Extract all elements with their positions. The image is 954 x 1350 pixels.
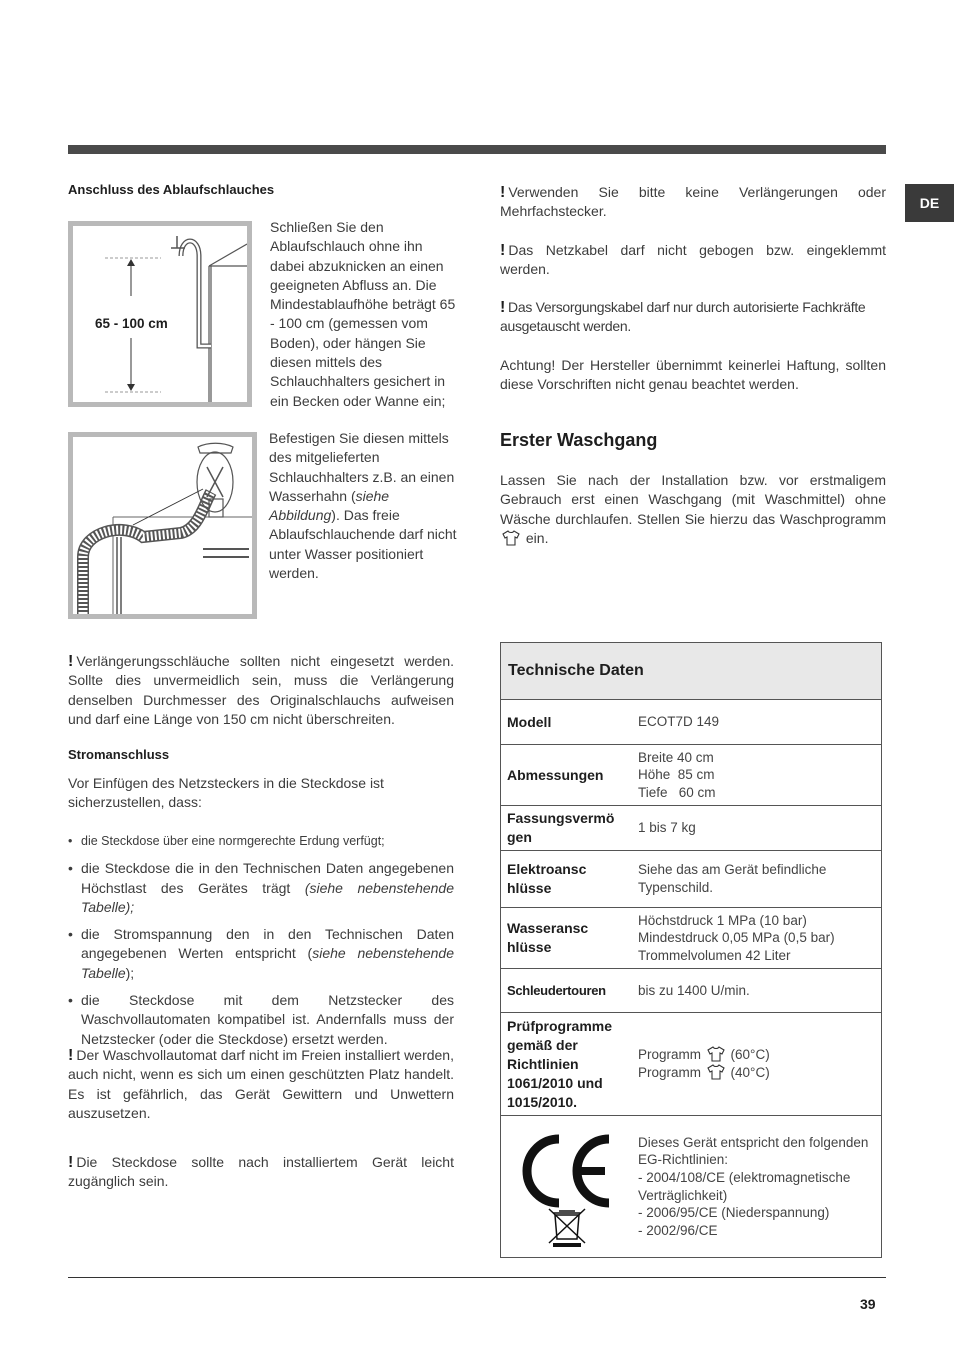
program-temp: (60°C) <box>730 1047 770 1063</box>
row-value <box>632 1013 881 1115</box>
list-item <box>68 832 454 851</box>
first-wash-heading: Erster Waschgang <box>500 430 658 450</box>
row-value <box>632 700 881 744</box>
row-key: Schleudertouren <box>507 983 606 998</box>
warning-extension-text: Verlängerungsschläuche sollten nicht eingesetzt werden. Sollte dies unvermeidlich sein, muss die Verlängerung denselben Durchmesser des Originalschlauchs aufweisen und darf eine Länge von 150 cm nicht überschreiten. <box>68 653 454 727</box>
drain-height-figure <box>68 221 252 407</box>
warning-multiplug-text: Verwenden Sie bitte keine Verlängerungen oder Mehrfachstecker. <box>500 184 886 220</box>
electric-value: Siehe das am Gerät befindliche Typenschild. <box>638 862 827 895</box>
warning-cable-replace-text: Das Versorgungskabel darf nur durch autorisierte Fachkräfte ausgetauscht werden. <box>500 299 866 335</box>
technical-data-table <box>500 642 882 1258</box>
row-value <box>632 1116 881 1257</box>
hose-holder-figure <box>68 432 257 619</box>
first-wash-text-a: Lassen Sie nach der Installation bzw. vor erstmaligem Gebrauch erst einen Waschgang (mit Waschmittel) ohne Wäsche durchlaufen. Stellen Sie hierzu das Waschprogramm <box>500 472 886 527</box>
electric-key: Elektroanschlüsse <box>507 861 587 896</box>
warning-cable-replace <box>500 298 890 337</box>
cotton-shirt-icon <box>502 530 520 546</box>
row-value <box>632 908 881 968</box>
table-row <box>501 1116 881 1257</box>
bullet-text: die Steckdose mit dem Netzstecker des Waschvollautomaten kompatibel ist. Andernfalls muss der Netzstecker (oder die Steckdose) ersetzt werden. <box>81 992 454 1047</box>
warning-icon: ! <box>68 1047 74 1064</box>
dim-height: Höhe 85 cm <box>638 767 715 783</box>
drain-text-2b: ). Das freie Ablaufschlauchende darf nicht unter Wasser positioniert werden. <box>269 507 457 582</box>
language-tab: DE <box>905 184 954 222</box>
table-row <box>501 806 881 851</box>
drain-hose-illustration <box>73 226 247 402</box>
row-value <box>632 806 881 850</box>
ce-text-4: - 2002/96/CE <box>638 1222 718 1238</box>
row-key: Prüfprogramme gemäß der Richtlinien 1061/2010 und 1015/2010. <box>507 1017 613 1110</box>
footer-rule <box>68 1277 886 1278</box>
row-key: Modell <box>507 713 552 730</box>
dim-depth: Tiefe 60 cm <box>638 784 716 800</box>
water-key: Wasseranschlüsse <box>507 920 589 955</box>
spin-value: bis zu 1400 U/min. <box>638 982 750 998</box>
bullet-italic: siehe nebenstehende Tabelle <box>81 945 455 981</box>
model-value: ECOT7D 149 <box>638 714 720 730</box>
cotton-shirt-icon <box>707 1064 725 1080</box>
drain-heading: Anschluss des Ablaufschlauches <box>68 182 275 197</box>
row-value <box>632 969 881 1012</box>
warning-cable-bend-text: Das Netzkabel darf nicht gebogen bzw. eingeklemmt werden. <box>500 242 886 278</box>
warning-cable-bend <box>500 241 886 280</box>
liability-note: Achtung! Der Hersteller übernimmt keinerlei Haftung, sollten diese Vorschriften nicht genau beachtet werden. <box>500 357 886 393</box>
water-max: Höchstdruck 1 MPa (10 bar) <box>638 912 807 928</box>
warning-icon: ! <box>500 184 506 201</box>
bullet-text: die Stromspannung den in den Technischen Daten angegebenen Werten entspricht ( <box>81 926 454 962</box>
warning-icon: ! <box>68 1154 74 1171</box>
program-label: Programm <box>638 1047 702 1063</box>
program-temp: (40°C) <box>730 1065 770 1080</box>
ce-text-3: - 2006/95/CE (Niederspannung) <box>638 1205 830 1221</box>
warning-multiplug <box>500 183 886 222</box>
table-heading: Technische Daten <box>501 643 881 700</box>
drain-text-2a: Befestigen Sie diesen mittels des mitgelieferten Schlauchhalters z.B. an einen Wasserhahn ( <box>269 430 455 504</box>
table-row <box>501 908 881 969</box>
row-key <box>501 806 632 850</box>
list-item <box>68 859 454 917</box>
warning-extension <box>68 652 454 729</box>
warning-access <box>68 1153 454 1192</box>
drain-text-2 <box>269 429 458 583</box>
test-program-60 <box>638 1046 877 1064</box>
ce-mark-cell <box>501 1116 632 1257</box>
warning-icon: ! <box>500 299 506 316</box>
hose-holder-illustration <box>73 437 252 614</box>
bullet-italic: (siehe nebenstehende Tabelle); <box>81 879 454 915</box>
page-number: 39 <box>860 1296 876 1312</box>
capacity-value: 1 bis 7 kg <box>638 820 696 836</box>
row-key <box>501 908 632 968</box>
warning-icon: ! <box>500 242 506 259</box>
table-row <box>501 1013 881 1116</box>
power-heading: Stromanschluss <box>68 747 170 762</box>
power-intro: Vor Einfügen des Netzsteckers in die Steckdose ist sicherzustellen, dass: <box>68 775 384 811</box>
bullet-text: ); <box>125 964 135 981</box>
warning-access-text: Die Steckdose sollte nach installiertem Gerät leicht zugänglich sein. <box>68 1154 454 1190</box>
table-row <box>501 851 881 908</box>
row-key: Abmessungen <box>507 766 604 783</box>
table-row <box>501 745 881 806</box>
warning-outdoor <box>68 1046 454 1123</box>
ce-text-1: Dieses Gerät entspricht den folgenden EG-Richtlinien: <box>638 1134 869 1168</box>
capacity-key: Fassungsvermögen <box>507 810 615 845</box>
warning-icon: ! <box>68 653 74 670</box>
cotton-shirt-icon <box>707 1046 725 1062</box>
warning-outdoor-text: Der Waschvollautomat darf nicht im Freien installiert werden, auch nicht, wenn es sich um einen geschützten Platz handelt. Es ist gefährlich, das Gerät Gewittern und Unwettern auszusetzen. <box>68 1047 454 1121</box>
water-min: Mindestdruck 0,05 MPa (0,5 bar) <box>638 930 835 946</box>
row-value <box>632 851 881 907</box>
dim-width: Breite 40 cm <box>638 749 714 765</box>
drain-text-2-italic: siehe Abbildung <box>269 487 390 524</box>
bullet-text: die Steckdose die in den Technischen Daten angegebenen Höchstlast des Gerätes trägt <box>81 860 454 896</box>
header-rule <box>68 145 886 154</box>
table-row <box>501 969 881 1013</box>
ce-text-2: - 2004/108/CE (elektromagnetische Verträglichkeit) <box>638 1169 851 1203</box>
list-item <box>68 991 454 1049</box>
drum-volume: Trommelvolumen 42 Liter <box>638 947 791 963</box>
program-label: Programm <box>638 1065 702 1080</box>
power-checklist <box>68 832 454 1057</box>
bullet-text: die Steckdose über eine normgerechte Erdung verfügt; <box>81 834 385 848</box>
row-key <box>501 851 632 907</box>
drain-height-label: 65 - 100 cm <box>95 316 168 331</box>
drain-text-1: Schließen Sie den Ablaufschlauch ohne ihn dabei abzuknicken an einen geeigneten Abfluss an. Die Mindestablaufhöhe beträgt 65 - 100 cm (gemessen vom Boden), oder hängen Sie diesen mittels des Schlauchhalters gesichert in ein Becken oder Wanne ein; <box>270 219 456 409</box>
table-row <box>501 700 881 745</box>
ce-weee-icon <box>517 1127 617 1247</box>
first-wash-text-b: ein. <box>525 529 549 546</box>
row-value <box>632 745 881 805</box>
list-item <box>68 925 454 983</box>
first-wash-text <box>500 471 886 548</box>
test-program-40 <box>638 1064 877 1082</box>
